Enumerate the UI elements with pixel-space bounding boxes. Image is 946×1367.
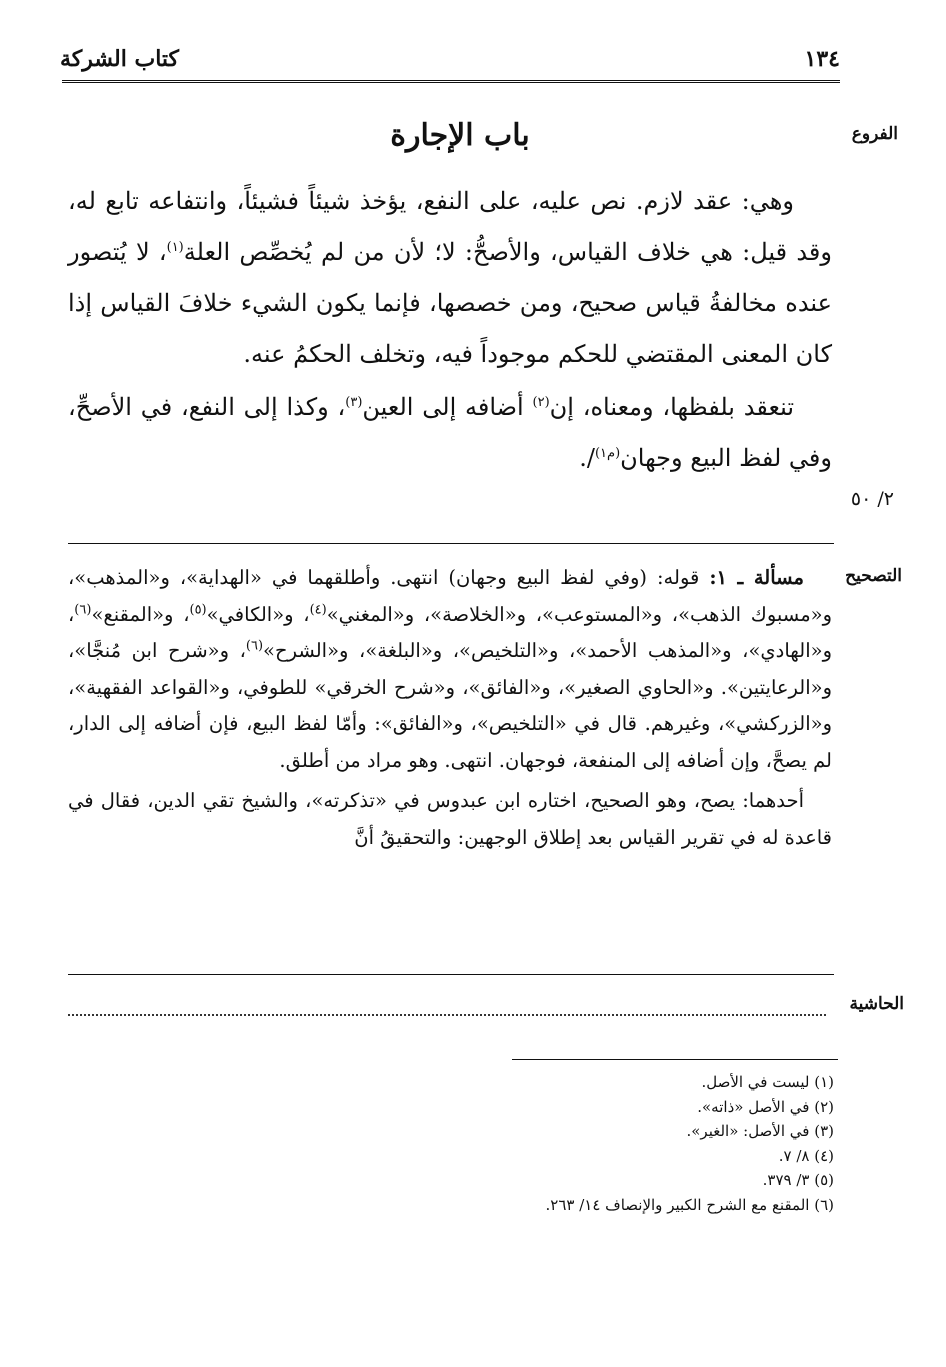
footnote-item: (٦) المقنع مع الشرح الكبير والإنصاف ١٤/ ٢٦٣. bbox=[545, 1195, 834, 1214]
main-paragraph-2: تنعقد بلفظها، ومعناه، إن$^{(٢)}$ أضافه إلى العين$^{(٣)}$، وكذا إلى النفع، في الأصحِّ، وفي لفظ البيع وجهان$^{(م١)}$/. bbox=[68, 393, 832, 472]
footnote-ref: (٢) bbox=[532, 395, 550, 410]
main-paragraph-1: وهي: عقد لازم. نص عليه، على النفع، يؤخذ شيئاً فشيئاً، وانتفاعه تابع له، وقد قيل: هي خلاف القياس، والأصحُّ: لا؛ لأن من لم يُخصِّص العلة$^{(١)}$، لا يُتصور عنده مخالفةُ قياس صحيح، ومن خصصها، فإنما يكون الشيء خلافَ القياس إذا كان المعنى المقتضي للحكم موجوداً فيه، وتخلف الحكمُ عنه. bbox=[68, 187, 832, 368]
footnote-ref: (٥) bbox=[189, 602, 207, 617]
section-divider bbox=[68, 543, 834, 544]
main-text bbox=[68, 176, 832, 484]
tashih-paragraph-2: أحدهما: يصح، وهو الصحيح، اختاره ابن عبدوس في «تذكرته»، والشيخ تقي الدين، فقال في قاعدة له في تقرير القياس بعد إطلاق الوجهين: والتحقيقُ أنَّ bbox=[68, 789, 832, 849]
chapter-title: باب الإجارة bbox=[390, 118, 530, 153]
hashiya-dotted-line bbox=[68, 1014, 826, 1016]
footnote-item: (٢) في الأصل «ذاته». bbox=[697, 1097, 834, 1116]
footnote-ref: (٦) bbox=[74, 602, 92, 617]
footnote-ref: (١) bbox=[166, 240, 184, 255]
footnote-ref: (٣) bbox=[345, 395, 363, 410]
tashih-paragraph-1: مسألة ـ ١: قوله: (وفي لفظ البيع وجهان) انتهى. وأطلقهما في «الهداية»، و«المذهب»، و«مسبوك الذهب»، و«المستوعب»، و«الخلاصة»، و«المغني»$^{(٤)}$، و«الكافي»$^{(٥)}$، و«المقنع»$^{(٦)}$، و«الهادي»، و«المذهب الأحمد»، و«التلخيص»، و«البلغة»، و«الشرح»$^{(٦)}$، و«شرح ابن مُنجَّا»، و«الرعايتين». و«الحاوي الصغير»، و«الفائق»، و«شرح الخرقي» للطوفي، و«القواعد الفقهية»، و«الزركشي»، وغيرهم. قال في «التلخيص»، و«الفائق»: وأمّا لفظ البيع، فإن أضافه إلى الدار، لم يصحَّ، وإن أضافه إلى المنفعة، فوجهان. انتهى. وهو مراد من أطلق. bbox=[68, 566, 832, 772]
footnote-rule bbox=[512, 1059, 838, 1060]
footnotes bbox=[334, 1070, 834, 1217]
label-tashih: التصحيح bbox=[845, 566, 902, 586]
footnote-ref: (٦) bbox=[245, 638, 264, 654]
masala-heading: مسألة ـ ١: bbox=[709, 566, 805, 589]
label-furu: الفروع bbox=[851, 124, 898, 144]
page-number: ١٣٤ bbox=[804, 46, 840, 72]
footnote-item: (٥) ٣/ ٣٧٩. bbox=[762, 1171, 834, 1189]
footnote-ref: (م١) bbox=[594, 446, 621, 461]
section-divider bbox=[68, 974, 834, 975]
footnote-item: (٤) ٨/ ٧. bbox=[778, 1146, 834, 1165]
header-rule bbox=[62, 80, 840, 83]
footnote-item: (١) ليست في الأصل. bbox=[701, 1073, 834, 1091]
running-title: كتاب الشركة bbox=[60, 46, 180, 72]
label-hashiya: الحاشية bbox=[849, 994, 904, 1014]
footnote-ref: (٤) bbox=[309, 602, 327, 617]
margin-reference: ٢/ ٥٠ bbox=[850, 488, 894, 510]
footnote-item: (٣) في الأصل: «الغير». bbox=[686, 1122, 834, 1140]
running-header bbox=[60, 46, 840, 76]
tashih-text bbox=[68, 560, 832, 856]
